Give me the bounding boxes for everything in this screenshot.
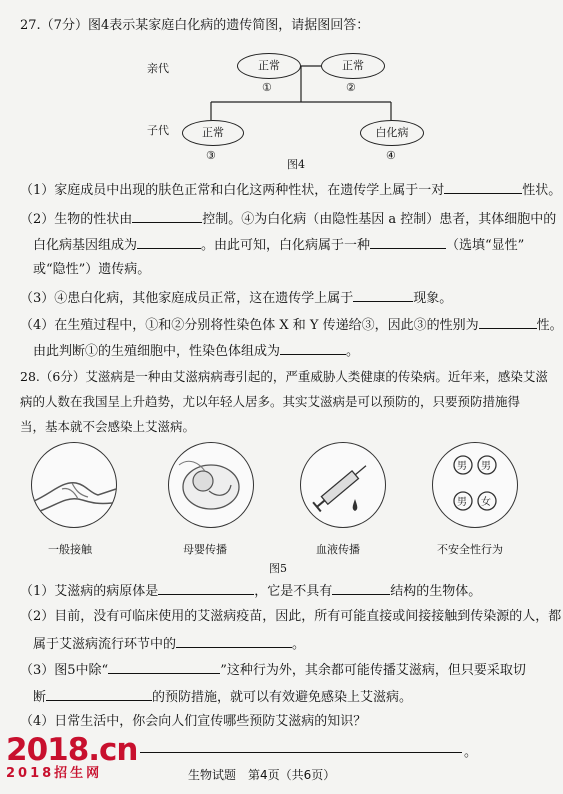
q28-sub1: （1）艾滋病的病原体是 ，它是不具有 结构的生物体。	[20, 584, 482, 599]
answer-blank[interactable]	[353, 289, 413, 302]
q28-sub2-line1: （2）目前，没有可临床使用的艾滋病疫苗，因此，所有可能直接或间接接触到传染源的人，都	[20, 609, 562, 624]
watermark-logo	[6, 732, 138, 781]
q28-sub3-line1: （3）图5中除“ ”这种行为外，其余都可能传播艾滋病，但只要采取切	[20, 663, 526, 678]
q27-sub3: （3）④患白化病，其他家庭成员正常，这在遗传学上属于 现象。	[20, 291, 453, 306]
gen-parents-label: 亲代	[147, 62, 169, 75]
pedigree-num-3: ③	[206, 149, 216, 162]
figure5-label-2: 母婴传播	[183, 543, 227, 556]
q27-header: 27.（7分）图4表示某家庭白化病的遗传简图，请据图回答：	[20, 18, 370, 33]
figure5-caption: 图5	[269, 562, 287, 575]
answer-blank[interactable]	[280, 342, 346, 355]
handshake-illustration	[31, 442, 117, 528]
q28-sub4: （4）日常生活中，你会向人们宣传哪些预防艾滋病的知识？	[20, 714, 367, 729]
q27-sub2-line2: 白化病基因组成为 。由此可知，白化病属于一种 （选填“显性”	[33, 238, 525, 253]
female-symbol: 女	[481, 497, 491, 508]
watermark-logo-top: 2018.cn	[6, 732, 138, 768]
watermark-logo-bottom: 2018招生网	[6, 766, 103, 781]
male-symbol: 男	[457, 497, 467, 508]
pedigree-node-4: 白化病	[360, 120, 424, 146]
male-symbol: 男	[457, 461, 467, 472]
q28-sub4-answer-line[interactable]	[140, 752, 462, 753]
q28-sub2-line2: 属于艾滋病流行环节中的 。	[33, 637, 306, 652]
pedigree-lines	[0, 0, 553, 180]
figure5-label-4: 不安全性行为	[437, 543, 503, 556]
q28-intro-line2: 病的人数在我国呈上升趋势，尤以年轻人居多。其实艾滋病是可以预防的，只要预防措施得	[20, 394, 521, 409]
answer-blank[interactable]	[176, 635, 292, 648]
figure5-label-1: 一般接触	[48, 543, 92, 556]
q27-sub4-line1: （4）在生殖过程中，①和②分别将性染色体 X 和 Y 传递给③，因此③的性别为 性。	[20, 318, 563, 333]
pedigree-node-1: 正常	[237, 53, 301, 79]
mother-infant-illustration	[168, 442, 254, 528]
q28-sub4-end: 。	[464, 745, 478, 760]
pedigree-num-4: ④	[386, 149, 396, 162]
pedigree-node-2: 正常	[321, 53, 385, 79]
page-footer: 生物试题 第4页（共6页）	[188, 768, 336, 782]
answer-blank[interactable]	[158, 582, 254, 595]
q27-sub4-line2: 由此判断①的生殖细胞中，性染色体组成为 。	[33, 344, 360, 359]
answer-blank[interactable]	[332, 582, 390, 595]
q28-intro-line1: 28.（6分）艾滋病是一种由艾滋病病毒引起的，严重威胁人类健康的传染病。近年来，感染艾滋	[20, 369, 548, 384]
handshake-icon	[32, 443, 116, 527]
fetus-icon	[169, 443, 253, 527]
q27-sub2-line1: （2）生物的性状由 控制。④为白化病（由隐性基因 a 控制）患者，其体细胞中的	[20, 212, 557, 227]
q27-sub1: （1）家庭成员中出现的肤色正常和白化这两种性状，在遗传学上属于一对 性状。	[20, 183, 562, 198]
answer-blank[interactable]	[444, 181, 522, 194]
syringe-icon	[301, 443, 385, 527]
answer-blank[interactable]	[46, 688, 152, 701]
answer-blank[interactable]	[132, 210, 202, 223]
answer-blank[interactable]	[479, 316, 537, 329]
answer-blank[interactable]	[108, 661, 220, 674]
figure5-label-3: 血液传播	[316, 543, 360, 556]
q28-sub3-line2: 断 的预防措施，就可以有效避免感染上艾滋病。	[33, 690, 413, 705]
gen-children-label: 子代	[147, 124, 169, 137]
pedigree-node-3: 正常	[182, 120, 244, 146]
answer-blank[interactable]	[370, 236, 446, 249]
figure4-caption: 图4	[287, 158, 305, 171]
unsafe-sex-illustration	[432, 442, 518, 528]
blood-transmission-illustration	[300, 442, 386, 528]
pedigree-num-2: ②	[346, 81, 356, 94]
pedigree-num-1: ①	[262, 81, 272, 94]
gender-symbols-icon	[433, 443, 517, 527]
male-symbol: 男	[481, 461, 491, 472]
q28-intro-line3: 当，基本就不会感染上艾滋病。	[20, 419, 196, 434]
answer-blank[interactable]	[137, 236, 201, 249]
q27-sub2-line3: 或“隐性”）遗传病。	[33, 262, 151, 277]
